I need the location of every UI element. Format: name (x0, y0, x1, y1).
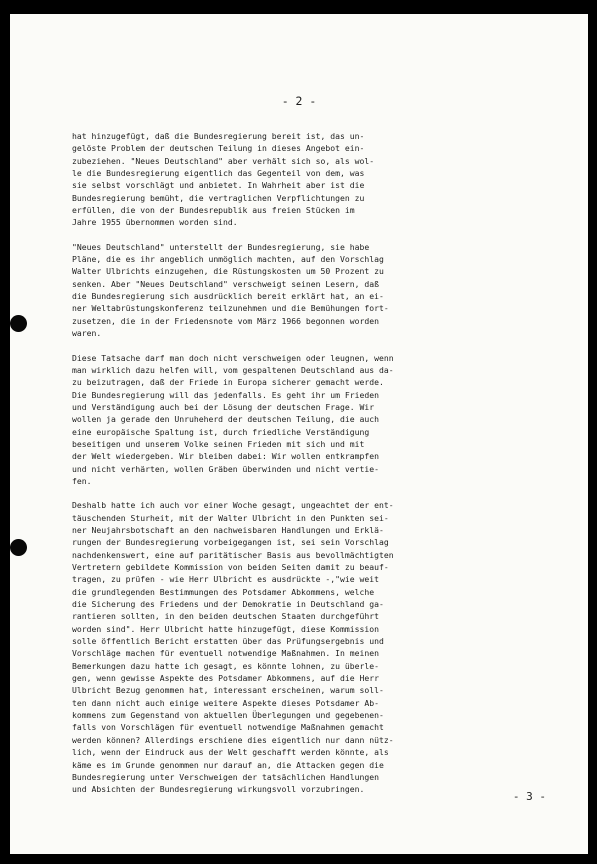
text-line: zu beizutragen, daß der Friede in Europa sicherer gemacht werde. (72, 377, 384, 388)
text-line: käme es im Grunde genommen nur darauf an, die Attacken gegen die (72, 759, 384, 770)
text-line: Jahre 1955 übernommen worden sind. (72, 217, 238, 228)
paragraph (72, 241, 572, 340)
text-line: tragen, zu prüfen - wie Herr Ulbricht es ausdrückte -,"wie weit (72, 574, 379, 585)
text-line: die Sicherung des Friedens und der Demokratie in Deutschland ga- (72, 599, 384, 610)
document-page (10, 14, 588, 854)
text-line: lich, wenn der Eindruck aus der Welt geschafft werden könnte, als (72, 747, 389, 758)
text-line: Deshalb hatte ich auch vor einer Woche gesagt, ungeachtet der ent- (72, 500, 394, 511)
text-line: die grundlegenden Bestimmungen des Potsdamer Abkommens, welche (72, 586, 375, 597)
text-line: und Absichten der Bundesregierung wirkungsvoll vorzubringen. (72, 784, 365, 795)
text-line: Pläne, die es ihr angeblich unmöglich machten, auf den Vorschlag (72, 254, 384, 265)
text-line: ner Weltabrüstungskonferenz teilzunehmen und die Bemühungen fort- (72, 303, 389, 314)
text-line: und Verständigung auch bei der Lösung der deutschen Frage. Wir (72, 401, 375, 412)
text-line: le die Bundesregierung eigentlich das Gegenteil von dem, was (72, 168, 365, 179)
paragraph (72, 130, 572, 229)
text-line: Walter Ulbrichts einzugehen, die Rüstungskosten um 50 Prozent zu (72, 266, 384, 277)
text-line: Bemerkungen dazu hatte ich gesagt, es könnte lohnen, zu überle- (72, 660, 379, 671)
text-line: fen. (72, 475, 92, 486)
text-line: wollen ja gerade den Unruheherd der deutschen Teilung, die auch (72, 414, 379, 425)
text-line: beseitigen und unserem Volke seinen Frieden mit sich und mit (72, 438, 365, 449)
text-line: zubeziehen. "Neues Deutschland" aber verhält sich so, als wol- (72, 155, 375, 166)
document-body (72, 130, 572, 808)
text-line: eine europäische Spaltung ist, durch friedliche Verständigung (72, 426, 370, 437)
text-line: Bundesregierung unter Verschweigen der tatsächlichen Handlungen (72, 771, 379, 782)
text-line: Diese Tatsache darf man doch nicht verschweigen oder leugnen, wenn (72, 352, 394, 363)
text-line: "Neues Deutschland" unterstellt der Bundesregierung, sie habe (72, 241, 370, 252)
next-page-marker: - 3 - (512, 790, 546, 803)
text-line: rantieren sollten, in den beiden deutschen Staaten durchgeführt (72, 611, 379, 622)
text-line: zusetzen, die in der Friedensnote vom März 1966 begonnen worden (72, 315, 379, 326)
text-line: Bundesregierung bemüht, die vertraglichen Verpflichtungen zu (72, 192, 365, 203)
text-line: und nicht verhärten, wollen Gräben überwinden und nicht vertie- (72, 463, 379, 474)
text-line: gelöste Problem der deutschen Teilung in dieses Angebot ein- (72, 143, 365, 154)
text-line: ner Neujahrsbotschaft an den nachweisbaren Handlungen und Erklä- (72, 524, 384, 535)
text-line: gen, wenn gewisse Aspekte des Potsdamer Abkommens, auf die Herr (72, 673, 379, 684)
text-line: worden sind". Herr Ulbricht hatte hinzugefügt, diese Kommission (72, 623, 379, 634)
punch-hole-upper (10, 315, 27, 332)
punch-hole-lower (10, 539, 27, 556)
text-line: Vorschläge machen für eventuell notwendige Maßnahmen. In meinen (72, 648, 379, 659)
text-line: Vertretern gebildete Kommission von beiden Seiten damit zu beauf- (72, 562, 389, 572)
text-line: solle öffentlich Bericht erstatten über das Prüfungsergebnis und (72, 636, 384, 647)
text-line: hat hinzugefügt, daß die Bundesregierung bereit ist, das un- (72, 131, 365, 141)
text-line: der Welt wiedergeben. Wir bleiben dabei: Wir wollen entkrampfen (72, 451, 379, 462)
paragraph (72, 499, 572, 795)
text-line: senken. Aber "Neues Deutschland" verschweigt seinen Lesern, daß (72, 278, 379, 289)
text-line: sie selbst vorschlägt und anbietet. In Wahrheit aber ist die (72, 180, 365, 191)
text-line: ten dann nicht auch einige weitere Aspekte dieses Potsdamer Ab- (72, 697, 379, 708)
text-line: werden können? Allerdings erschiene dies eigentlich nur dann nütz- (72, 734, 394, 745)
text-line: waren. (72, 328, 102, 339)
text-line: Die Bundesregierung will das jedenfalls. Es geht ihr um Frieden (72, 389, 379, 400)
text-line: erfüllen, die von der Bundesrepublik aus freien Stücken im (72, 205, 355, 216)
text-line: kommens zum Gegenstand von aktuellen Überlegungen und gegebenen- (72, 710, 384, 721)
text-line: rungen der Bundesregierung vorbeigegangen ist, sei sein Vorschlag (72, 537, 389, 548)
text-line: die Bundesregierung sich ausdrücklich bereit erklärt hat, an ei- (72, 291, 384, 302)
text-line: man wirklich dazu helfen will, vom gespaltenen Deutschland aus da- (72, 364, 394, 375)
paragraph (72, 352, 572, 488)
text-line: falls von Vorschlägen für eventuell notwendige Maßnahmen gemacht (72, 722, 384, 733)
page-number: - 2 - (281, 94, 317, 108)
text-line: Ulbricht Bezug genommen hat, interessant erscheinen, warum soll- (72, 685, 384, 696)
text-line: nachdenkenswert, eine auf paritätischer Basis aus bevollmächtigten (72, 549, 394, 560)
text-line: täuschenden Sturheit, mit der Walter Ulbricht in den Punkten sei- (72, 512, 389, 523)
